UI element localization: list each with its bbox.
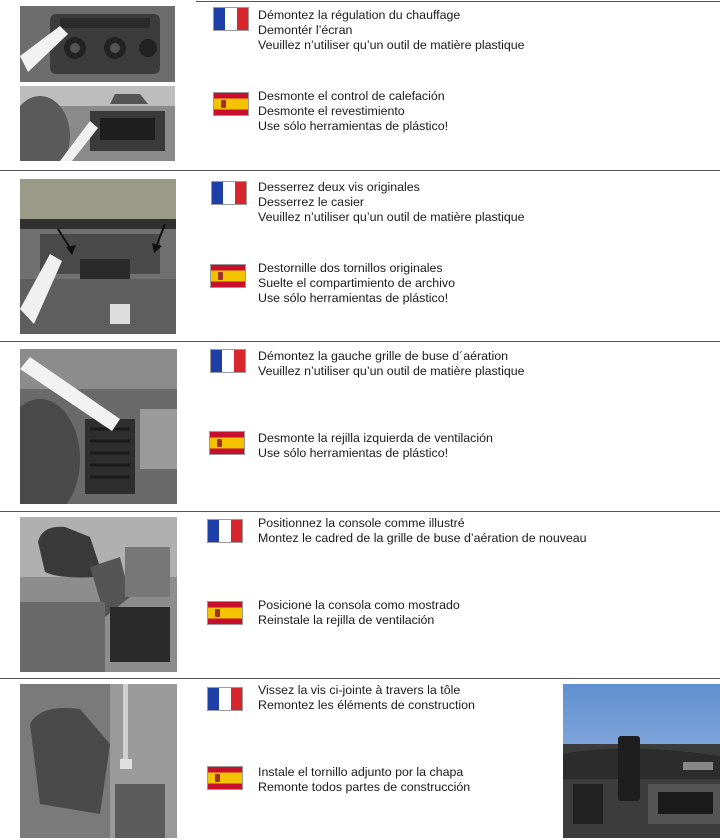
text-line: Desmonte el revestimiento xyxy=(258,104,405,118)
step-5-french-text xyxy=(258,683,475,713)
separator-line xyxy=(0,170,720,171)
spanish-flag-icon xyxy=(210,432,244,454)
spanish-flag-icon xyxy=(214,93,248,115)
step-2-spanish-text xyxy=(258,261,455,306)
text-line: Use sólo herramientas de plástico! xyxy=(258,446,449,460)
french-flag-icon xyxy=(214,8,248,30)
step-4-photo-console xyxy=(20,517,177,672)
text-line: Use sólo herramientas de plástico! xyxy=(258,119,449,133)
step-1-spanish-text xyxy=(258,89,448,134)
step-5-photo-installed-mount xyxy=(563,684,720,838)
french-flag-icon xyxy=(211,350,245,372)
text-line: Instale el tornillo adjunto por la chapa xyxy=(258,765,464,779)
text-line: Suelte el compartimiento de archivo xyxy=(258,276,455,290)
text-line: Reinstale la rejilla de ventilación xyxy=(258,613,435,627)
text-line: Veuillez n’utiliser qu’un outil de matière plastique xyxy=(258,38,525,52)
text-line: Montez le cadred de la grille de buse d’aération de nouveau xyxy=(258,531,587,545)
text-line: Desmonte el control de calefación xyxy=(258,89,445,103)
step-2-photo-screws xyxy=(20,179,176,334)
step-5-photo-screwdriver xyxy=(20,684,177,838)
text-line: Destornille dos tornillos originales xyxy=(258,261,443,275)
text-line: Démontez la régulation du chauffage xyxy=(258,8,461,22)
separator-line xyxy=(196,1,720,2)
step-4-french-text xyxy=(258,516,587,546)
text-line: Remonte todos partes de construcción xyxy=(258,780,471,794)
step-1-photo-dash-opening xyxy=(20,86,175,161)
french-flag-icon xyxy=(208,520,242,542)
step-3-spanish-text xyxy=(258,431,493,461)
text-line: Veuillez n’utiliser qu’un outil de matière plastique xyxy=(258,364,525,378)
text-line: Desmonte la rejilla izquierda de ventilación xyxy=(258,431,493,445)
step-3-photo-air-vent xyxy=(20,349,177,504)
step-2-french-text xyxy=(258,180,525,225)
text-line: Positionnez la console comme illustré xyxy=(258,516,465,530)
spanish-flag-icon xyxy=(208,602,242,624)
step-5-spanish-text xyxy=(258,765,470,795)
french-flag-icon xyxy=(208,688,242,710)
text-line: Veuillez n’utiliser qu’un outil de matière plastique xyxy=(258,210,525,224)
text-line: Posicione la consola como mostrado xyxy=(258,598,460,612)
spanish-flag-icon xyxy=(211,265,245,287)
text-line: Vissez la vis ci-jointe à travers la tôle xyxy=(258,683,461,697)
text-line: Use sólo herramientas de plástico! xyxy=(258,291,449,305)
separator-line xyxy=(0,678,720,679)
separator-line xyxy=(0,341,720,342)
separator-line xyxy=(0,511,720,512)
step-4-spanish-text xyxy=(258,598,460,628)
step-1-photo-heater-control xyxy=(20,6,175,82)
text-line: Desserrez deux vis originales xyxy=(258,180,420,194)
step-1-french-text xyxy=(258,8,525,53)
text-line: Demontér l’écran xyxy=(258,23,353,37)
spanish-flag-icon xyxy=(208,767,242,789)
text-line: Desserrez le casier xyxy=(258,195,365,209)
step-3-french-text xyxy=(258,349,525,379)
french-flag-icon xyxy=(212,182,246,204)
text-line: Démontez la gauche grille de buse d´aération xyxy=(258,349,509,363)
text-line: Remontez les éléments de construction xyxy=(258,698,475,712)
